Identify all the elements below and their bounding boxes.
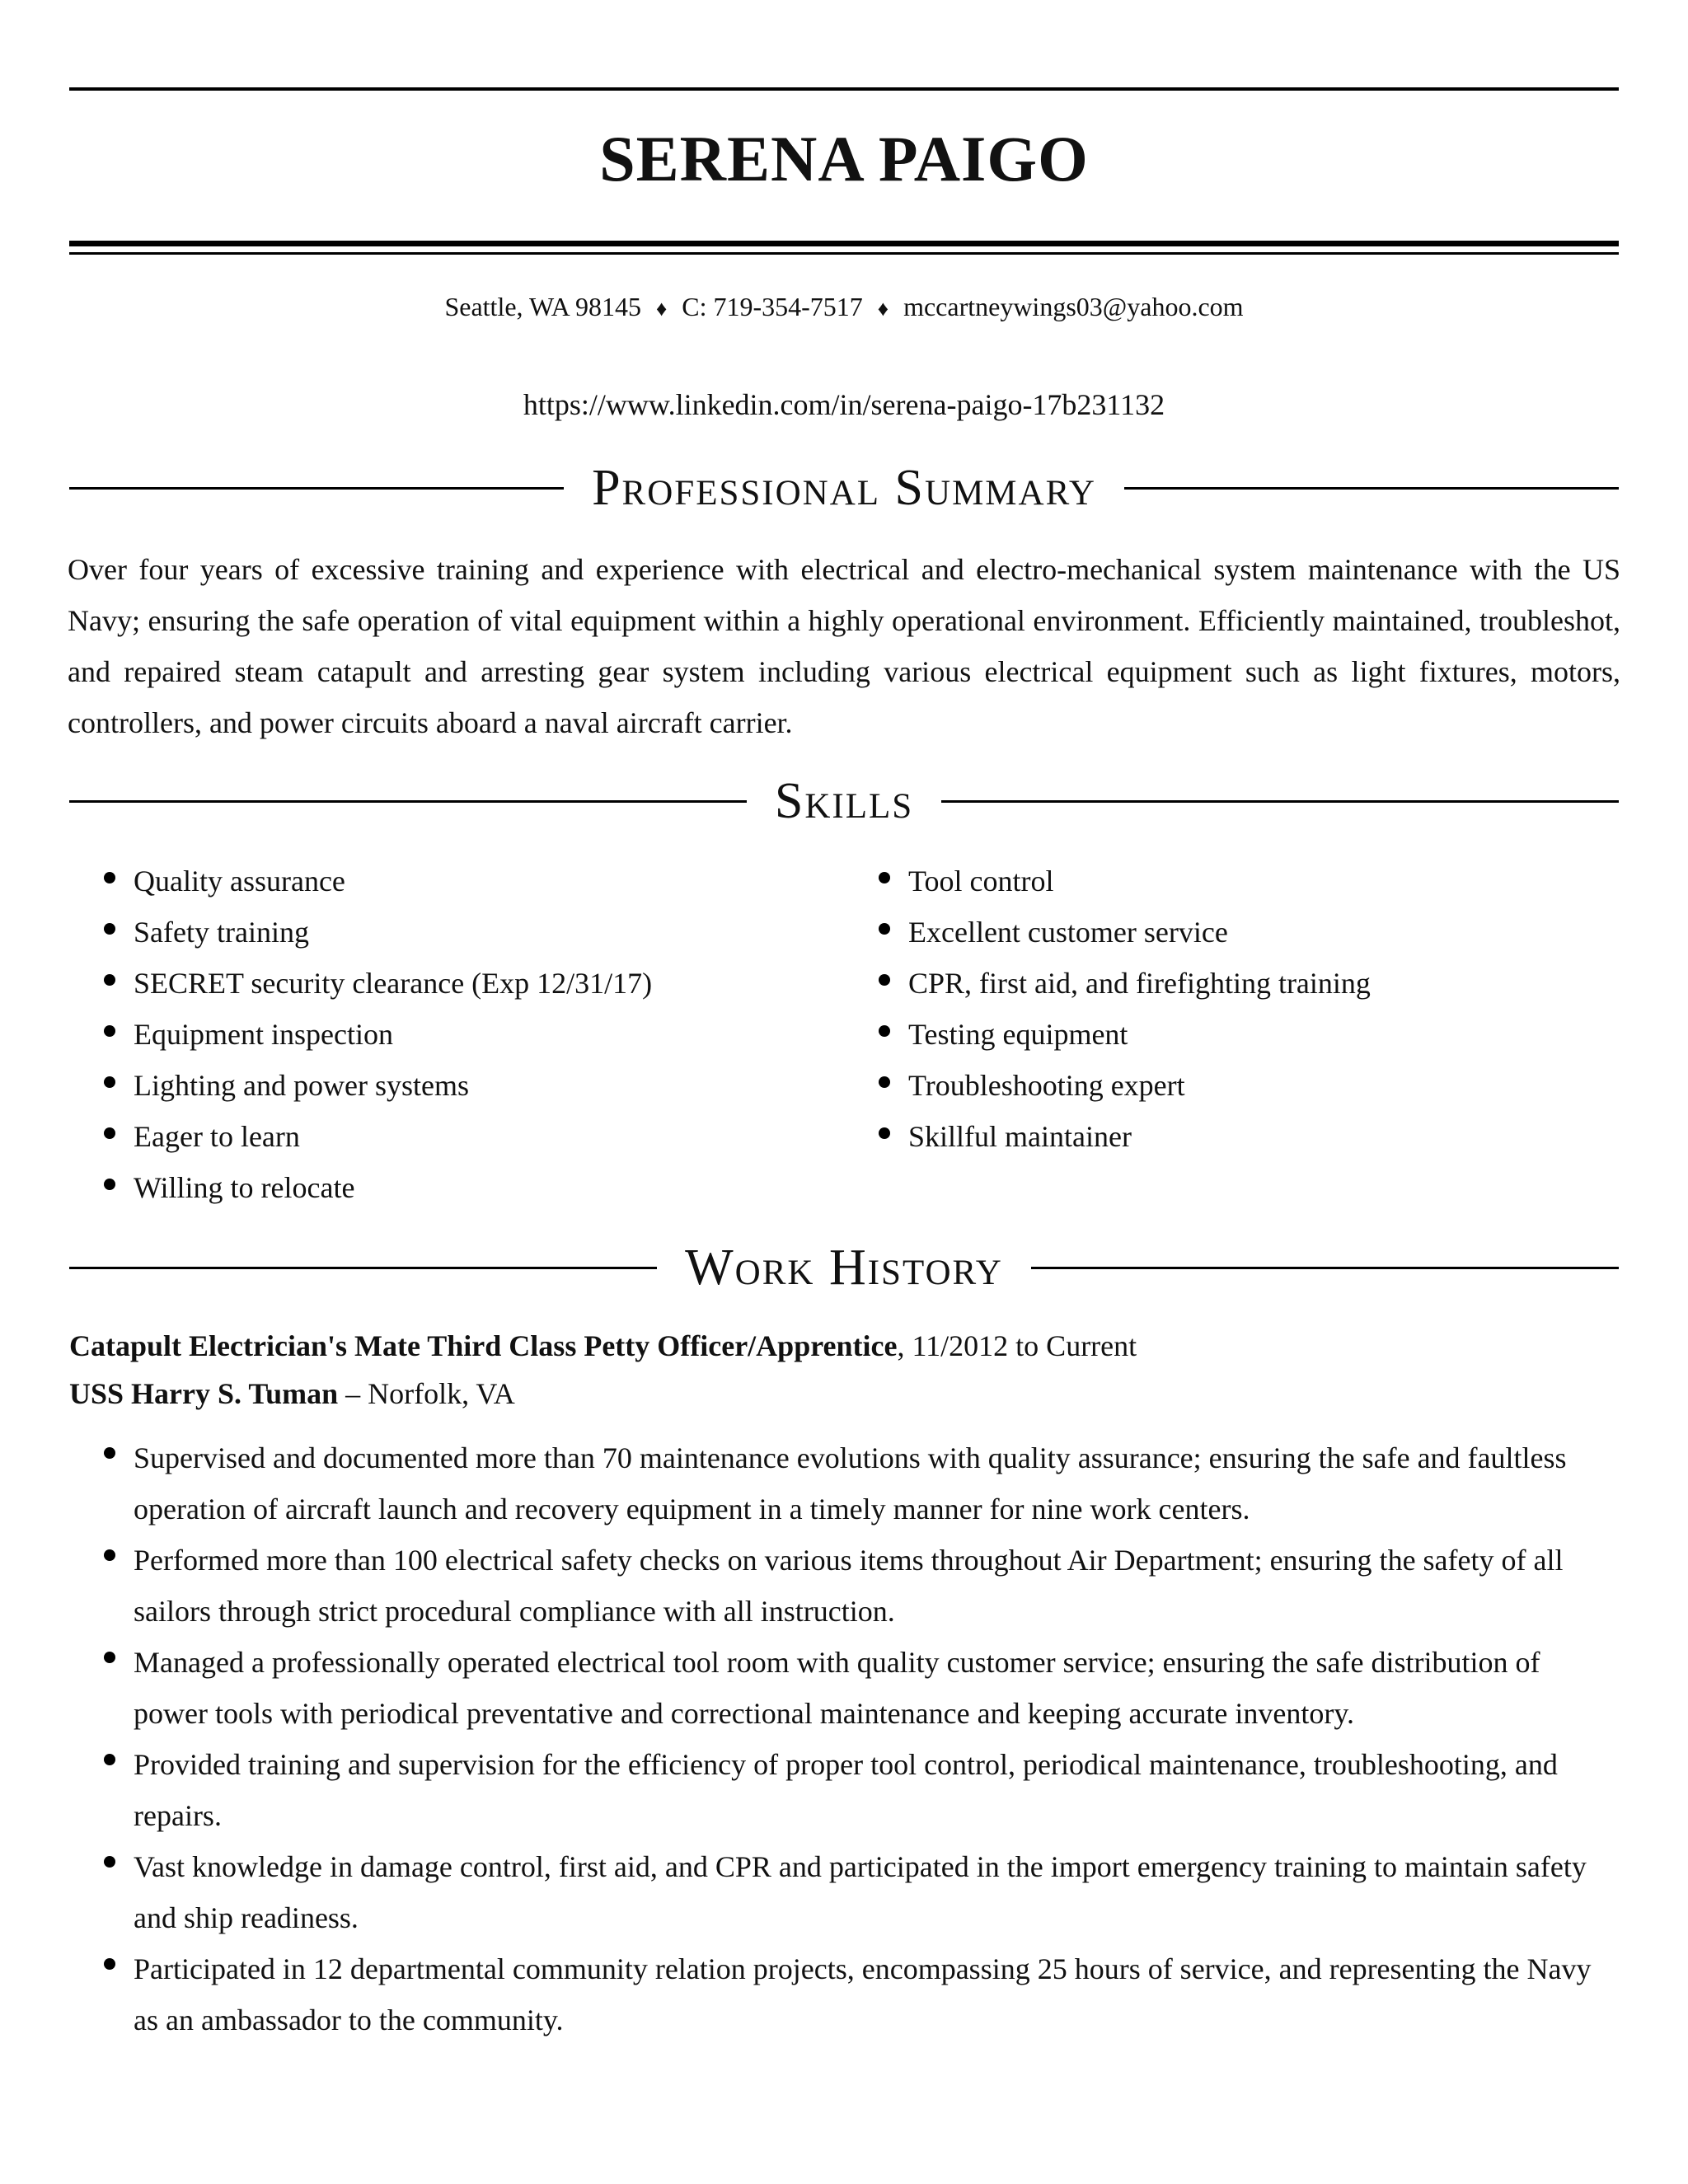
job-location: – Norfolk, VA <box>338 1377 515 1410</box>
skill-item: Troubleshooting expert <box>874 1060 1371 1111</box>
job-duties-list <box>99 1432 1620 2046</box>
duty-item: Performed more than 100 electrical safety checks on various items throughout Air Department; ensuring the safety of all sailors through strict procedural compliance with all instruction. <box>99 1535 1620 1637</box>
bullet-icon <box>104 1754 115 1765</box>
skill-item: Equipment inspection <box>99 1009 652 1060</box>
bullet-icon <box>879 1076 890 1088</box>
bullet-icon <box>104 1025 115 1037</box>
heading-rule <box>69 800 747 803</box>
job-title: Catapult Electrician's Mate Third Class Petty Officer/Apprentice <box>69 1329 898 1362</box>
header-rule-thin <box>69 252 1619 255</box>
section-heading-skills <box>69 768 1619 834</box>
employer-line <box>69 1376 515 1411</box>
heading-rule <box>69 487 564 490</box>
duty-item: Supervised and documented more than 70 maintenance evolutions with quality assurance; ensuring the safe and faultless operation of aircraft launch and recovery equipment in a timely manner for nine work centers. <box>99 1432 1620 1535</box>
diamond-separator-icon: ♦ <box>655 297 668 321</box>
summary-paragraph: Over four years of excessive training and experience with electrical and electro-mechanical system maintenance with the US Navy; ensuring the safe operation of vital equipment within a highly operational environment. Efficiently maintained, troubleshot, and repaired steam catapult and arresting gear system including various electrical equipment such as light fixtures, motors, controllers, and power circuits aboard a naval aircraft carrier. <box>68 553 1620 739</box>
heading-rule <box>1124 487 1619 490</box>
employer-name: USS Harry S. Tuman <box>69 1377 339 1410</box>
skill-item: Skillful maintainer <box>874 1111 1371 1162</box>
bullet-icon <box>879 974 890 986</box>
bullet-icon <box>104 1447 115 1459</box>
skill-item: Testing equipment <box>874 1009 1371 1060</box>
duty-item: Vast knowledge in damage control, first aid, and CPR and participated in the import emergency training to maintain safety and ship readiness. <box>99 1841 1620 1943</box>
skill-item: Eager to learn <box>99 1111 652 1162</box>
skill-item: Safety training <box>99 907 652 958</box>
duty-item: Participated in 12 departmental community relation projects, encompassing 25 hours of service, and representing the Navy as an ambassador to the community. <box>99 1943 1620 2046</box>
job-title-line <box>69 1329 1137 1363</box>
duty-item: Managed a professionally operated electrical tool room with quality customer service; ensuring the safe distribution of power tools with periodical preventative and correctional maintenance and keeping accurate inventory. <box>99 1637 1620 1739</box>
skills-list-right <box>874 855 1371 1162</box>
bullet-icon <box>879 923 890 935</box>
section-title: Work History <box>685 1239 1003 1296</box>
address: Seattle, WA 98145 <box>444 292 641 321</box>
candidate-name: SERENA PAIGO <box>599 123 1089 194</box>
bullet-icon <box>104 923 115 935</box>
bullet-icon <box>104 872 115 883</box>
skills-list-left <box>99 855 652 1213</box>
heading-rule <box>69 1267 657 1269</box>
skill-item: Excellent customer service <box>874 907 1371 958</box>
bullet-icon <box>879 1025 890 1037</box>
contact-line <box>69 292 1619 322</box>
bullet-icon <box>104 1856 115 1868</box>
bullet-icon <box>104 1179 115 1190</box>
duty-item: Provided training and supervision for the efficiency of proper tool control, periodical maintenance, troubleshooting, and repairs. <box>99 1739 1620 1841</box>
skill-item: Lighting and power systems <box>99 1060 652 1111</box>
bullet-icon <box>104 1127 115 1139</box>
skill-item: Quality assurance <box>99 855 652 907</box>
bullet-icon <box>104 1549 115 1561</box>
heading-rule <box>1031 1267 1619 1269</box>
heading-rule <box>941 800 1619 803</box>
bullet-icon <box>879 1127 890 1139</box>
bullet-icon <box>104 1076 115 1088</box>
bullet-icon <box>104 1652 115 1663</box>
skill-item: Tool control <box>874 855 1371 907</box>
section-heading-work-history <box>69 1235 1619 1301</box>
email-link[interactable]: mccartneywings03@yahoo.com <box>903 292 1244 321</box>
bullet-icon <box>879 872 890 883</box>
linkedin-link[interactable]: https://www.linkedin.com/in/serena-paigo-17b231132 <box>523 388 1165 421</box>
section-title: Professional Summary <box>592 459 1096 516</box>
bullet-icon <box>104 974 115 986</box>
top-rule <box>69 87 1619 91</box>
bullet-icon <box>104 1958 115 1970</box>
job-dates: , 11/2012 to Current <box>897 1329 1137 1362</box>
section-heading-summary <box>69 455 1619 521</box>
skill-item: SECRET security clearance (Exp 12/31/17) <box>99 958 652 1009</box>
header-rule-thick <box>69 241 1619 246</box>
skill-item: Willing to relocate <box>99 1162 652 1213</box>
skill-item: CPR, first aid, and firefighting training <box>874 958 1371 1009</box>
phone: C: 719-354-7517 <box>682 292 863 321</box>
section-title: Skills <box>774 772 914 829</box>
diamond-separator-icon: ♦ <box>877 297 889 321</box>
